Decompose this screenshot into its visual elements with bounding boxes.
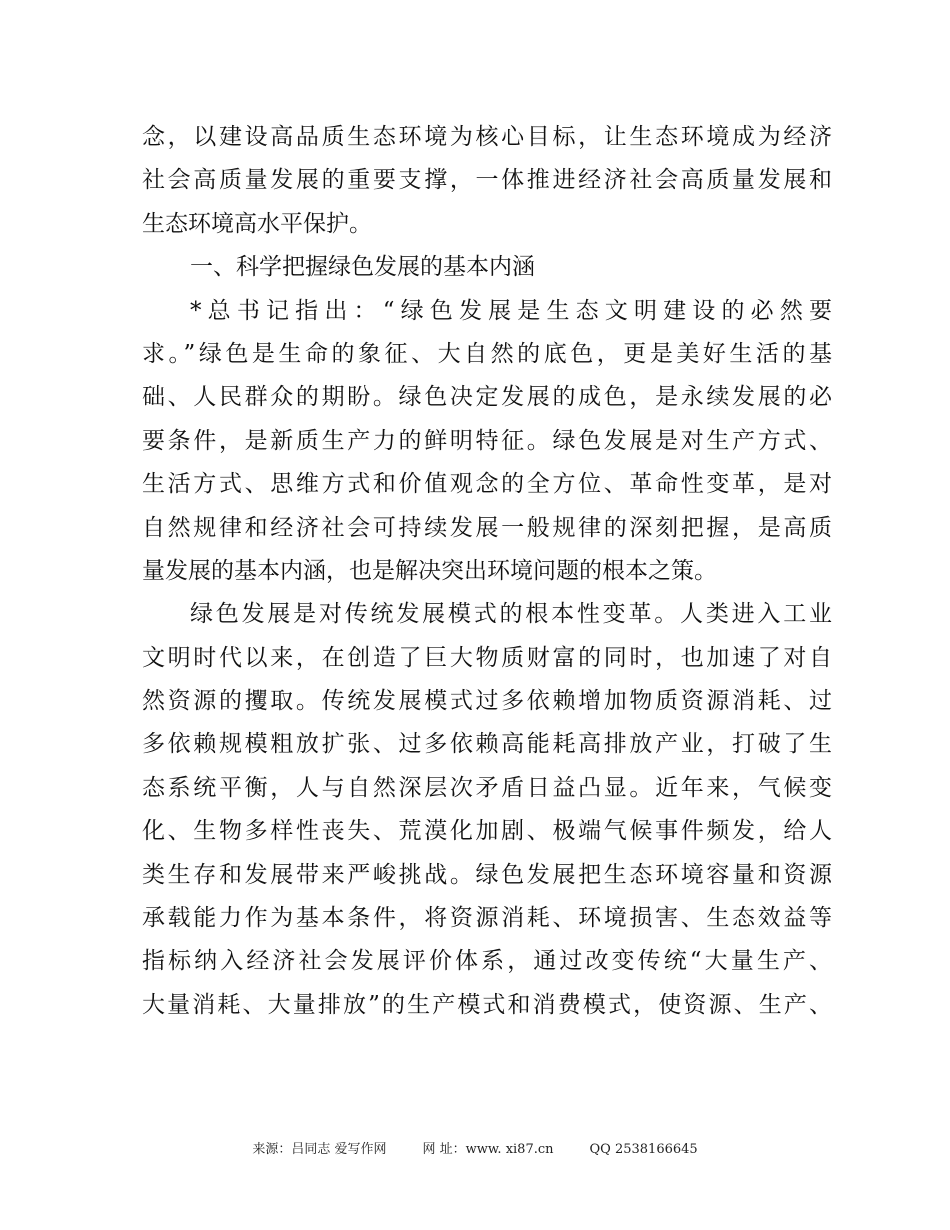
text-line: 类生存和发展带来严峻挑战。绿色发展把生态环境容量和资源 (142, 861, 832, 888)
text-line: 指标纳入经济社会发展评价体系，通过改变传统“大量生产、 (142, 948, 832, 975)
text-line: 化、生物多样性丧失、荒漠化加剧、极端气候事件频发，给人 (142, 818, 832, 845)
text-line: *总书记指出：“绿色发展是生态文明建设的必然要 (190, 297, 832, 324)
text-line: 然资源的攫取。传统发展模式过多依赖增加物质资源消耗、过 (142, 688, 832, 715)
text-line: 求。”绿色是生命的象征、大自然的底色，更是美好生活的基 (142, 340, 832, 367)
text-line: 一、科学把握绿色发展的基本内涵 (190, 254, 535, 281)
text-line: 自然规律和经济社会可持续发展一般规律的深刻把握，是高质 (142, 514, 832, 541)
text-line: 础、人民群众的期盼。绿色决定发展的成色，是永续发展的必 (142, 384, 832, 411)
text-line: 绿色发展是对传统发展模式的根本性变革。人类进入工业 (190, 601, 832, 628)
page-footer (0, 1138, 950, 1157)
text-line: 生活方式、思维方式和价值观念的全方位、革命性变革，是对 (142, 471, 832, 498)
text-line: 要条件，是新质生产力的鲜明特征。绿色发展是对生产方式、 (142, 427, 832, 454)
footer-qq: QQ 2538166645 (589, 1142, 698, 1157)
footer-website: 网 址：www. xi87.cn (422, 1142, 554, 1157)
text-line: 念，以建设高品质生态环境为核心目标，让生态环境成为经济 (142, 124, 832, 150)
text-line: 态系统平衡，人与自然深层次矛盾日益凸显。近年来，气候变 (142, 774, 832, 801)
text-line: 社会高质量发展的重要支撑，一体推进经济社会高质量发展和 (142, 167, 832, 194)
text-line: 大量消耗、大量排放”的生产模式和消费模式，使资源、生产、 (142, 991, 832, 1018)
text-line: 承载能力作为基本条件，将资源消耗、环境损害、生态效益等 (142, 905, 832, 932)
text-line: 多依赖规模粗放扩张、过多依赖高能耗高排放产业，打破了生 (142, 731, 832, 758)
text-line: 量发展的基本内涵，也是解决突出环境问题的根本之策。 (142, 557, 717, 584)
text-line: 生态环境高水平保护。 (142, 210, 372, 237)
body-text (142, 116, 832, 1027)
footer-source: 来源：吕同志 爱写作网 (252, 1142, 387, 1157)
text-line: 文明时代以来，在创造了巨大物质财富的同时，也加速了对自 (142, 644, 832, 671)
